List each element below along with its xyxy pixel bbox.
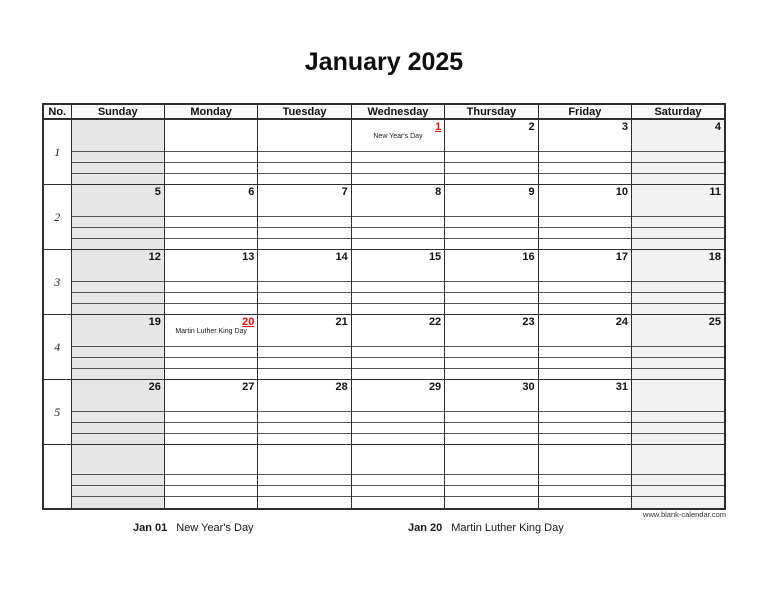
calendar-table xyxy=(42,103,726,510)
writing-lines xyxy=(539,151,631,184)
week-row xyxy=(43,445,725,509)
writing-lines xyxy=(445,474,537,507)
day-cell xyxy=(71,380,164,445)
writing-lines xyxy=(632,216,724,249)
writing-lines xyxy=(445,216,537,249)
day-cell xyxy=(445,380,538,445)
week-row xyxy=(43,380,725,445)
date-number: 13 xyxy=(242,251,255,263)
day-cell xyxy=(71,185,164,250)
date-number xyxy=(539,445,631,446)
day-cell xyxy=(351,445,444,509)
day-cell xyxy=(538,185,631,250)
writing-lines xyxy=(632,411,724,444)
holiday-label: Martin Luther King Day xyxy=(175,328,247,335)
date-number xyxy=(72,120,164,121)
writing-lines xyxy=(72,151,164,184)
writing-lines xyxy=(539,281,631,314)
day-cell xyxy=(351,250,444,315)
writing-lines xyxy=(632,346,724,379)
date-number: 25 xyxy=(708,316,721,328)
writing-lines xyxy=(445,411,537,444)
col-header-monday: Monday xyxy=(164,104,257,119)
date-number: 21 xyxy=(335,316,348,328)
writing-lines xyxy=(258,281,350,314)
day-cell xyxy=(538,119,631,185)
day-cell xyxy=(445,185,538,250)
date-number xyxy=(352,445,444,446)
date-number xyxy=(165,445,257,446)
week-row xyxy=(43,315,725,380)
page-title: January 2025 xyxy=(304,48,464,76)
week-number-cell: 1 xyxy=(43,119,71,185)
writing-lines xyxy=(165,151,257,184)
day-cell xyxy=(164,119,257,185)
writing-lines xyxy=(165,346,257,379)
writing-lines xyxy=(72,474,164,507)
date-number: 22 xyxy=(428,316,442,328)
day-cell xyxy=(258,315,351,380)
date-number: 27 xyxy=(242,381,255,393)
day-cell xyxy=(258,380,351,445)
writing-lines xyxy=(72,281,164,314)
writing-lines xyxy=(632,151,724,184)
header-row xyxy=(43,104,725,119)
day-cell xyxy=(445,119,538,185)
writing-lines xyxy=(539,216,631,249)
website-credit[interactable]: www.blank-calendar.com xyxy=(643,510,726,519)
writing-lines xyxy=(165,411,257,444)
date-number: 26 xyxy=(148,381,161,393)
writing-lines xyxy=(352,281,444,314)
writing-lines xyxy=(258,151,350,184)
date-number xyxy=(165,120,257,121)
legend-name: Martin Luther King Day xyxy=(451,522,564,534)
date-number: 20 xyxy=(242,316,255,328)
date-number: 4 xyxy=(714,121,721,133)
day-cell xyxy=(71,119,164,185)
col-header-sunday: Sunday xyxy=(71,104,164,119)
day-cell xyxy=(71,250,164,315)
date-number: 9 xyxy=(528,186,535,198)
writing-lines xyxy=(258,474,350,507)
day-cell xyxy=(445,445,538,509)
col-header-wednesday: Wednesday xyxy=(351,104,444,119)
day-cell xyxy=(538,445,631,509)
date-number: 14 xyxy=(335,251,348,263)
day-cell xyxy=(258,250,351,315)
day-cell xyxy=(351,185,444,250)
date-number: 1 xyxy=(435,121,442,133)
day-cell xyxy=(632,185,725,250)
legend-date: Jan 01 xyxy=(133,522,168,534)
writing-lines xyxy=(258,346,350,379)
day-cell xyxy=(632,119,725,185)
day-cell xyxy=(164,250,257,315)
day-cell xyxy=(71,445,164,509)
col-header-friday: Friday xyxy=(538,104,631,119)
date-number: 23 xyxy=(522,316,535,328)
date-number xyxy=(445,445,537,446)
writing-lines xyxy=(352,474,444,507)
legend-item xyxy=(133,522,254,534)
date-number: 6 xyxy=(248,186,255,198)
writing-lines xyxy=(165,474,257,507)
week-row xyxy=(43,250,725,315)
date-number: 28 xyxy=(335,381,348,393)
writing-lines xyxy=(72,411,164,444)
day-cell xyxy=(351,380,444,445)
date-number: 19 xyxy=(148,316,161,328)
date-number: 17 xyxy=(615,251,629,263)
writing-lines xyxy=(632,474,724,507)
week-number-cell: 3 xyxy=(43,250,71,315)
day-cell xyxy=(164,380,257,445)
day-cell xyxy=(258,119,351,185)
writing-lines xyxy=(352,151,444,184)
date-number: 16 xyxy=(522,251,535,263)
writing-lines xyxy=(445,281,537,314)
day-cell xyxy=(164,445,257,509)
writing-lines xyxy=(258,411,350,444)
date-number: 8 xyxy=(435,186,442,198)
writing-lines xyxy=(539,411,631,444)
col-header-no: No. xyxy=(43,104,71,119)
day-cell xyxy=(164,185,257,250)
legend-item xyxy=(408,522,564,534)
writing-lines xyxy=(72,346,164,379)
date-number xyxy=(258,120,350,121)
date-number: 18 xyxy=(708,251,721,263)
writing-lines xyxy=(445,151,537,184)
day-cell xyxy=(445,250,538,315)
writing-lines xyxy=(352,346,444,379)
writing-lines xyxy=(445,346,537,379)
writing-lines xyxy=(352,216,444,249)
holiday-label: New Year's Day xyxy=(373,133,423,140)
day-cell xyxy=(538,250,631,315)
date-number: 5 xyxy=(154,186,161,198)
writing-lines xyxy=(165,216,257,249)
week-row xyxy=(43,185,725,250)
day-cell xyxy=(632,380,725,445)
day-cell xyxy=(71,315,164,380)
date-number: 2 xyxy=(528,121,535,133)
col-header-tuesday: Tuesday xyxy=(258,104,351,119)
date-number: 31 xyxy=(615,381,629,393)
date-number xyxy=(72,445,164,446)
legend-date: Jan 20 xyxy=(408,522,443,534)
week-number-cell: 5 xyxy=(43,380,71,445)
date-number: 30 xyxy=(522,381,535,393)
writing-lines xyxy=(632,281,724,314)
writing-lines xyxy=(352,411,444,444)
week-number-cell xyxy=(43,445,71,509)
week-number-cell: 2 xyxy=(43,185,71,250)
date-number xyxy=(632,380,724,381)
day-cell xyxy=(538,380,631,445)
holiday-legend xyxy=(0,522,768,538)
day-cell xyxy=(258,185,351,250)
date-number: 7 xyxy=(341,186,348,198)
date-number: 15 xyxy=(428,251,442,263)
day-cell xyxy=(351,119,444,185)
writing-lines xyxy=(539,474,631,507)
date-number xyxy=(632,445,724,446)
day-cell xyxy=(164,315,257,380)
day-cell xyxy=(632,445,725,509)
day-cell xyxy=(258,445,351,509)
date-number: 11 xyxy=(709,186,721,198)
date-number: 24 xyxy=(615,316,629,328)
col-header-saturday: Saturday xyxy=(632,104,725,119)
date-number xyxy=(258,445,350,446)
writing-lines xyxy=(72,216,164,249)
day-cell xyxy=(632,315,725,380)
writing-lines xyxy=(539,346,631,379)
week-row xyxy=(43,119,725,185)
day-cell xyxy=(632,250,725,315)
writing-lines xyxy=(165,281,257,314)
date-number: 10 xyxy=(615,186,629,198)
col-header-thursday: Thursday xyxy=(445,104,538,119)
date-number: 29 xyxy=(428,381,442,393)
legend-name: New Year's Day xyxy=(176,522,254,534)
date-number: 3 xyxy=(621,121,629,133)
day-cell xyxy=(538,315,631,380)
week-number-cell: 4 xyxy=(43,315,71,380)
writing-lines xyxy=(258,216,350,249)
date-number: 12 xyxy=(148,251,161,263)
day-cell xyxy=(445,315,538,380)
day-cell xyxy=(351,315,444,380)
